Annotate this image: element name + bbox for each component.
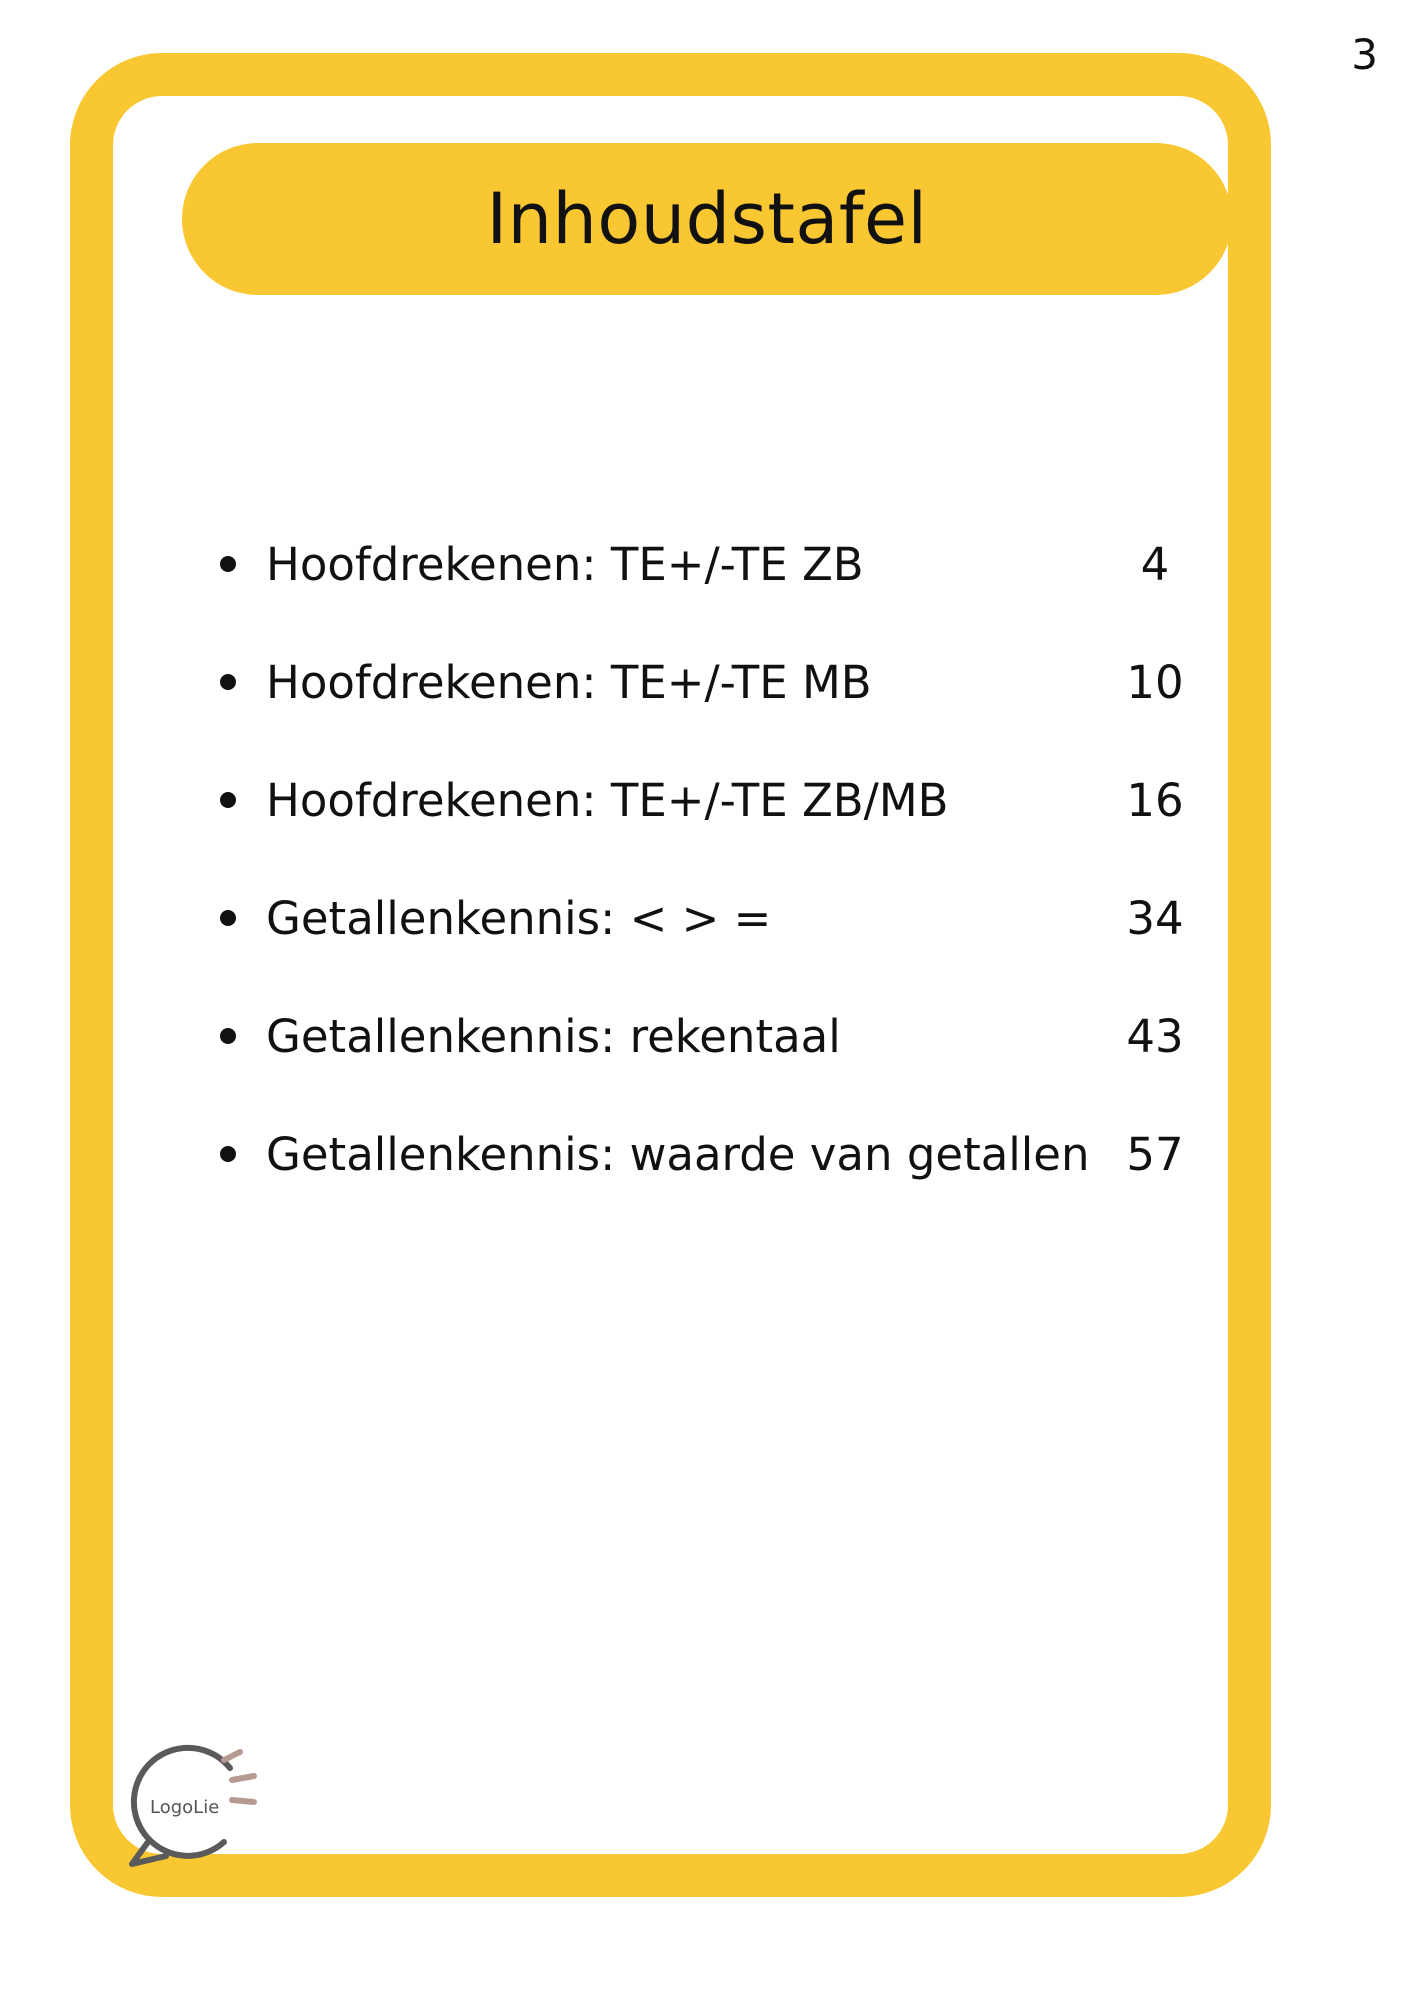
bullet-icon <box>220 910 236 926</box>
table-of-contents <box>212 505 1222 1213</box>
toc-page-number: 43 <box>1126 1009 1184 1063</box>
toc-item <box>212 977 1222 1095</box>
bullet-icon <box>220 1028 236 1044</box>
toc-page-number: 34 <box>1126 891 1184 945</box>
page-title: Inhoudstafel <box>486 178 928 260</box>
toc-label: Hoofdrekenen: TE+/-TE ZB <box>266 537 864 591</box>
toc-label: Getallenkennis: rekentaal <box>266 1009 841 1063</box>
toc-item <box>212 1095 1222 1213</box>
toc-item <box>212 741 1222 859</box>
toc-page-number: 57 <box>1126 1127 1184 1181</box>
bullet-icon <box>220 556 236 572</box>
toc-item <box>212 859 1222 977</box>
toc-label: Getallenkennis: waarde van getallen <box>266 1127 1090 1181</box>
toc-page-number: 4 <box>1140 537 1170 591</box>
toc-label: Getallenkennis: < > = <box>266 891 772 945</box>
bullet-icon <box>220 1146 236 1162</box>
toc-item <box>212 505 1222 623</box>
toc-label: Hoofdrekenen: TE+/-TE MB <box>266 655 872 709</box>
title-banner <box>182 143 1232 295</box>
bullet-icon <box>220 674 236 690</box>
logo-text: LogoLie <box>150 1797 220 1818</box>
toc-item <box>212 623 1222 741</box>
toc-label: Hoofdrekenen: TE+/-TE ZB/MB <box>266 773 949 827</box>
toc-page-number: 16 <box>1126 773 1184 827</box>
toc-page-number: 10 <box>1126 655 1184 709</box>
bullet-icon <box>220 792 236 808</box>
page-number: 3 <box>1351 30 1378 79</box>
